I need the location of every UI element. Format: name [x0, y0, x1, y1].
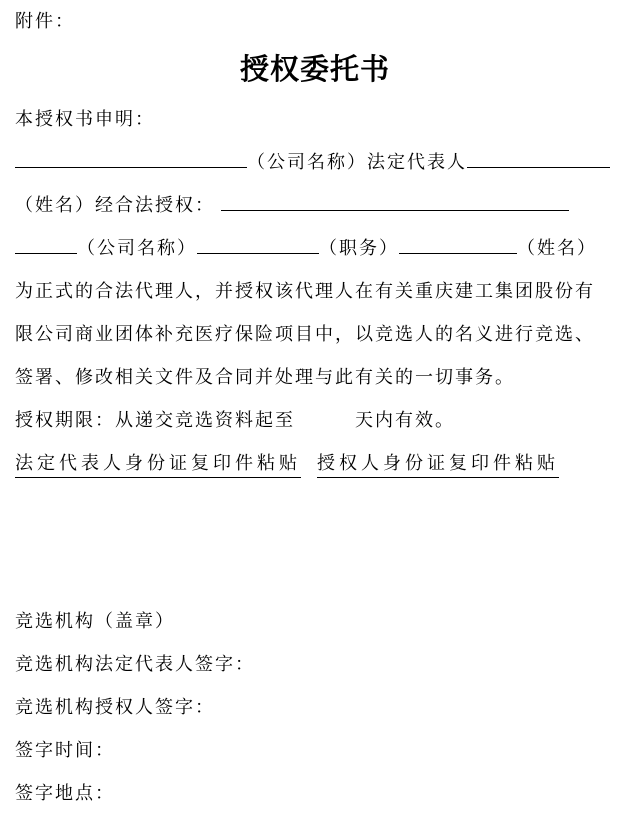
paragraph-line-3: 签署、修改相关文件及合同并处理与此有关的一切事务。: [15, 367, 515, 387]
declaration-line: 本授权书申明：: [15, 109, 155, 129]
page-title: 授权委托书: [239, 54, 390, 86]
agent-name-label: （姓名）: [517, 238, 597, 258]
agent-company-label: （公司名称）: [77, 238, 197, 258]
attachment-label: 附件：: [15, 11, 75, 31]
term-prefix-label: 授权期限：从递交竞选资料起至: [15, 410, 295, 430]
authorized-agent-blank: [221, 208, 569, 211]
paragraph-line-1: 为正式的合法代理人，并授权该代理人在有关重庆建工集团股份有: [15, 281, 595, 301]
agent-info-line: [15, 227, 615, 270]
sign-time-line: 签字时间：: [15, 740, 115, 760]
company-legal-rep-line: [15, 141, 615, 184]
authorized-id-paste-label: 授权人身份证复印件粘贴: [317, 451, 559, 478]
org-authorized-sign-line: 竞选机构授权人签字：: [15, 697, 215, 717]
id-paste-line: [15, 442, 615, 485]
agent-position-label: （职务）: [319, 238, 399, 258]
legal-rep-name-blank: [467, 165, 610, 168]
agent-position-blank: [197, 251, 319, 254]
term-line: [15, 399, 615, 442]
company-name-legal-rep-label: （公司名称）法定代表人: [247, 152, 467, 172]
name-auth-label: （姓名）经合法授权：: [15, 195, 215, 215]
name-authorization-line: [15, 184, 615, 227]
signature-section: [15, 600, 615, 815]
legal-rep-id-paste-label: 法定代表人身份证复印件粘贴: [15, 451, 301, 478]
document-body: [15, 98, 615, 485]
sign-place-line: 签字地点：: [15, 783, 115, 803]
agent-company-blank: [15, 251, 77, 254]
term-suffix-label: 天内有效。: [355, 410, 455, 430]
agent-name-blank: [399, 251, 517, 254]
paragraph-line-2: 限公司商业团体补充医疗保险项目中，以竞选人的名义进行竞选、: [15, 324, 595, 344]
org-legal-rep-sign-line: 竞选机构法定代表人签字：: [15, 654, 255, 674]
org-seal-line: 竞选机构（盖章）: [15, 611, 175, 631]
company-name-blank: [15, 165, 247, 168]
